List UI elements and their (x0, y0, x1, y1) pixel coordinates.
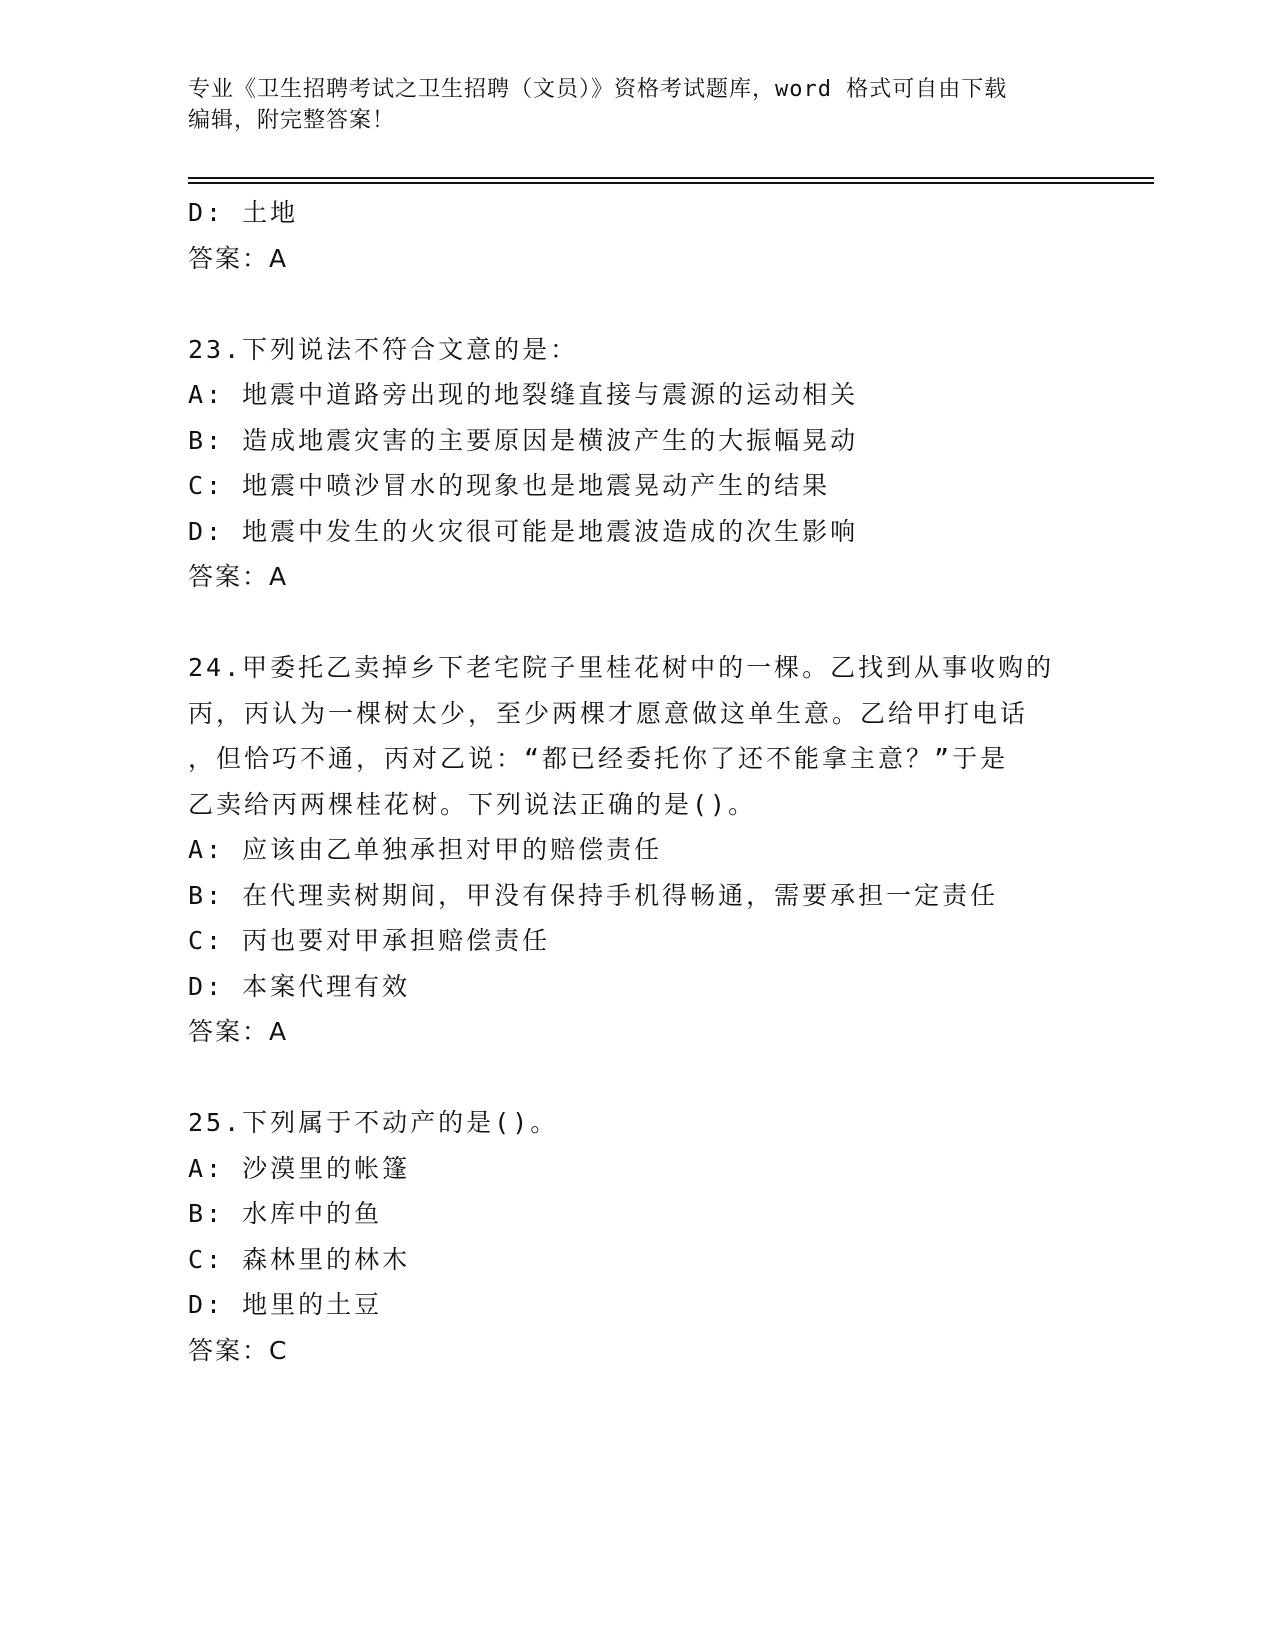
option-d: D: 本案代理有效 (188, 971, 411, 1001)
header-line-2: 编辑，附完整答案！ (188, 108, 396, 133)
question-stem: 23.下列说法不符合文意的是： (188, 334, 579, 364)
question-stem: 25.下列属于不动产的是()。 (188, 1108, 559, 1137)
question-stem-line-1: 24.甲委托乙卖掉乡下老宅院子里桂花树中的一棵。乙找到从事收购的 (188, 653, 1055, 682)
option-a: A: 应该由乙单独承担对甲的赔偿责任 (188, 835, 663, 864)
question-25 (188, 1100, 1088, 1373)
header-divider-top (188, 177, 1154, 179)
option-a: A: 沙漠里的帐篷 (188, 1153, 411, 1183)
option-b: B: 在代理卖树期间，甲没有保持手机得畅通，需要承担一定责任 (188, 880, 999, 910)
question-list (188, 190, 1088, 1373)
question-23 (188, 327, 1088, 600)
document-header (188, 74, 1088, 136)
carryover-block (188, 190, 1088, 281)
option-d: D: 地里的土豆 (188, 1290, 383, 1319)
option-c: C: 森林里的林木 (188, 1244, 411, 1274)
answer-label: 答案：A (188, 243, 289, 273)
question-stem-line-3: ，但恰巧不通，丙对乙说：“都已经委托你了还不能拿主意？”于是 (188, 744, 1009, 773)
question-24 (188, 645, 1088, 1055)
spacer (188, 1055, 1088, 1101)
spacer (188, 600, 1088, 646)
option-d: D: 地震中发生的火灾很可能是地震波造成的次生影响 (188, 516, 859, 546)
answer-label: 答案：A (188, 1017, 289, 1046)
option-b: B: 水库中的鱼 (188, 1199, 383, 1228)
question-stem-line-2: 丙，丙认为一棵树太少，至少两棵才愿意做这单生意。乙给甲打电话 (188, 698, 1029, 728)
answer-label: 答案：C (188, 1335, 289, 1365)
option-b: B: 造成地震灾害的主要原因是横波产生的大振幅晃动 (188, 425, 859, 455)
option-d: D: 土地 (188, 198, 299, 227)
option-c: C: 地震中喷沙冒水的现象也是地震晃动产生的结果 (188, 471, 831, 500)
spacer (188, 281, 1088, 327)
question-stem-line-4: 乙卖给丙两棵桂花树。下列说法正确的是()。 (188, 789, 757, 819)
header-line-1: 专业《卫生招聘考试之卫生招聘（文员）》资格考试题库，word 格式可自由下载 (188, 77, 1008, 102)
header-divider-bottom (188, 182, 1154, 184)
option-c: C: 丙也要对甲承担赔偿责任 (188, 926, 551, 955)
option-a: A: 地震中道路旁出现的地裂缝直接与震源的运动相关 (188, 380, 859, 409)
answer-label: 答案：A (188, 562, 289, 591)
